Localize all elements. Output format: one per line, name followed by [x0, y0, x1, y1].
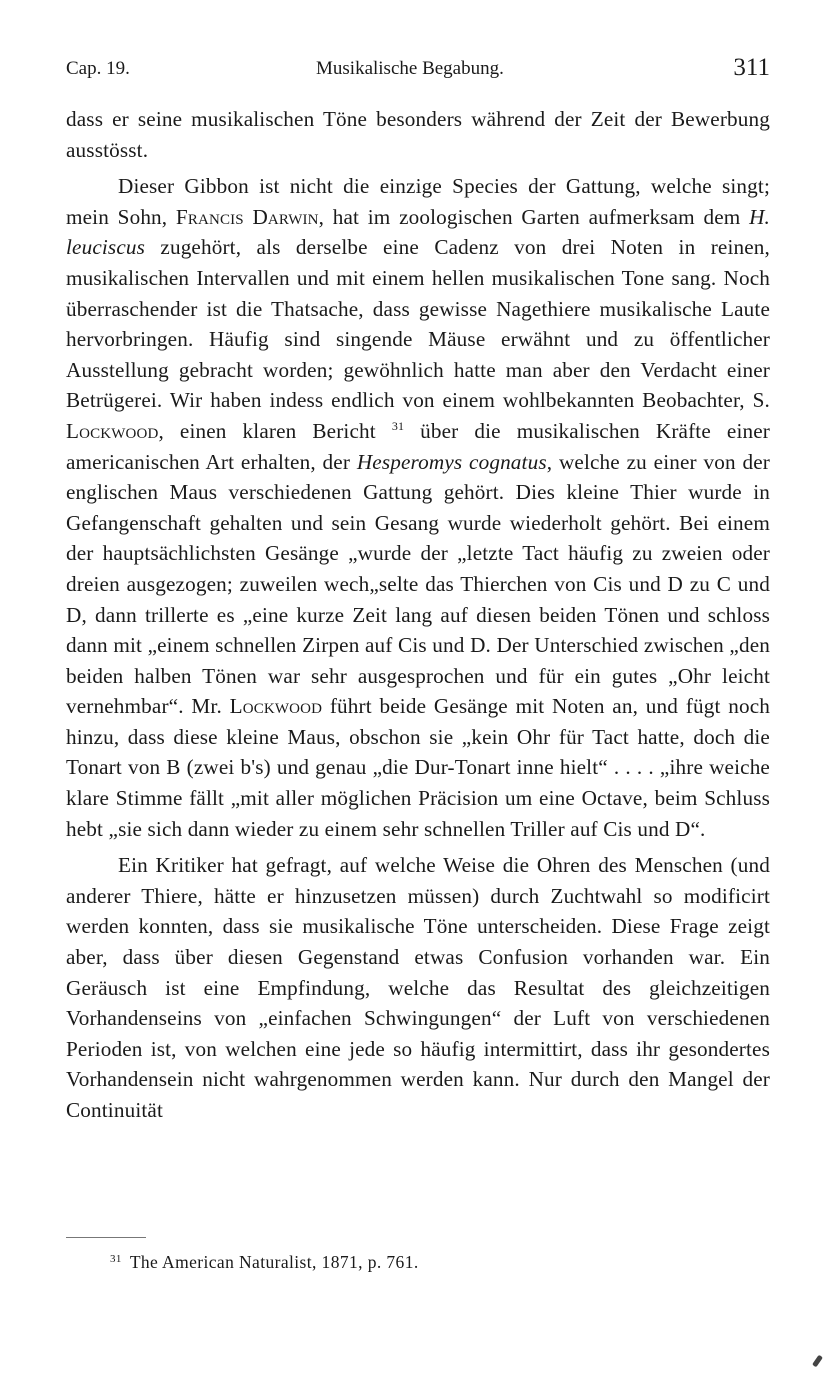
person-name: Lockwood [66, 418, 159, 443]
text-run: , welche zu einer von der englischen Maus verschiedenen Gattung gehört. Dies kleine Thier wurde in Gefangenschaft gehalten und sein Gesang wurde wiederholt gehört. Bei einem der hauptsächlichsten Gesänge „wurde der „letzte Tact häufig zu zweien oder dreien ausgezogen; zuweilen wech„selte das Thierchen von Cis und D zu C und D, dann trillerte es „eine kurze Zeit lang auf diesen beiden Tönen und schloss dann mit „einem schnellen Zirpen auf Cis und D. Der Unterschied zwischen „den beiden halben Tönen war sehr ausgesprochen und für ein gutes „Ohr leicht vernehmbar“. Mr. [66, 449, 770, 719]
text-run: dass er seine musikalischen Töne besonders während der Zeit der Bewerbung ausstösst. [66, 107, 770, 162]
text-run: , einen klaren Bericht [158, 418, 392, 443]
person-name: Lockwood [229, 694, 323, 719]
text-run: , hat im zoologischen Garten aufmerksam dem [318, 204, 750, 229]
text-run: Ein Kritiker hat gefragt, auf welche Weise die Ohren des Menschen (und anderer Thiere, hätte er hinzusetzen müssen) durch Zuchtwahl so modificirt werden konnten, dass sie musikalische Töne unterscheiden. Diese Frage zeigt aber, dass über diesen Gegenstand etwas Confusion vorhanden war. Ein Geräusch ist eine Empfindung, welche das Resultat des gleichzeitigen Vorhandenseins von „einfachen Schwingungen“ der Luft von verschiedenen Perioden ist, von welchen eine jede so häufig intermittirt, dass ihr gesondertes Vorhandensein nicht wahrgenommen werden kann. Nur durch den Mangel der Continuität [66, 853, 770, 1122]
stray-ink-mark [812, 1355, 823, 1368]
text-run: Dieser Gibbon ist nicht die einzige Species der Gattung, welche singt; mein Sohn, [66, 174, 770, 229]
text-run: führt beide Gesänge mit Noten an, und fügt noch hinzu, dass diese kleine Maus, obschon sie „kein Ohr für Tact hatte, doch die Tonart von B (zwei b's) und genau „die Dur-Tonart inne hielt“ . . . . „ihre weiche klare Stimme fällt „mit aller möglichen Präcision um eine Octave, beim Schluss hebt „sie sich dann wieder zu einem sehr schnellen Triller auf Cis und D“. [66, 694, 770, 841]
page-number: 311 [733, 54, 770, 81]
footnote-reference: 31 [391, 418, 405, 433]
text-run: zugehört, als derselbe eine Cadenz von drei Noten in reinen, musikalischen Intervallen und mit einem hellen musikalischen Tone sang. Noch überraschender ist die Thatsache, dass gewisse Nagethiere musikalische Laute hervorbringen. Häufig sind singende Mäuse erwähnt und zu öffentlicher Ausstellung gebracht worden; gewöhnlich hatte man aber den Verdacht einer Betrügerei. Wir haben indess endlich von einem wohlbekannten Beobachter, S. [66, 235, 770, 413]
paragraph [66, 850, 770, 1125]
running-title: Musikalische Begabung. [316, 58, 504, 79]
species-name: Hesperomys cognatus [356, 449, 547, 474]
chapter-label: Cap. 19. [66, 58, 130, 79]
footnote [110, 1252, 419, 1273]
footnote-divider [66, 1237, 146, 1238]
footnote-text: The American Naturalist, 1871, p. 761. [129, 1252, 419, 1272]
page-body [66, 104, 770, 1126]
species-name: H. leuciscus [66, 204, 770, 260]
text-run: über die musikalischen Kräfte einer americanischen Art erhalten, der [66, 418, 770, 474]
paragraph [66, 171, 770, 844]
person-name: Francis Darwin [175, 204, 319, 229]
footnote-number: 31 [110, 1253, 122, 1265]
running-head [66, 54, 770, 86]
paragraph [66, 104, 770, 165]
